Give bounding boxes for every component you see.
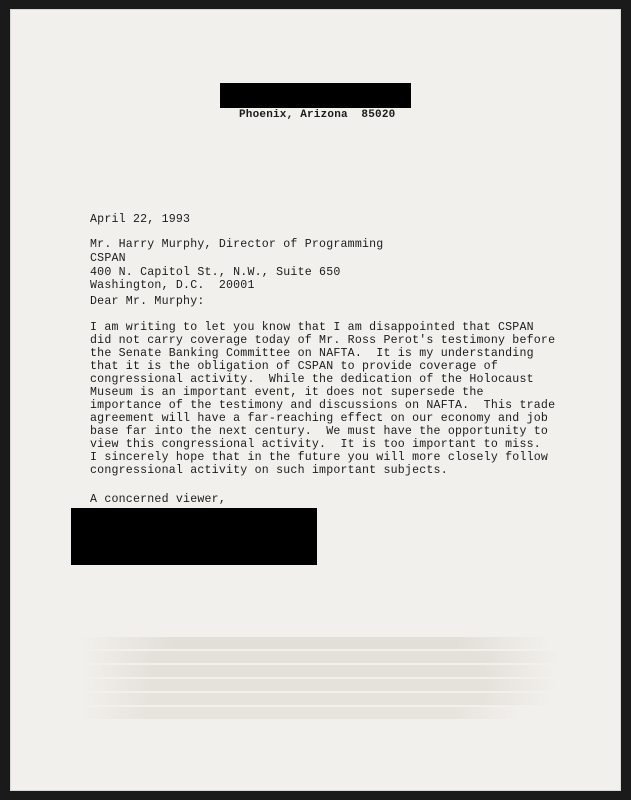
letterhead-city: Phoenix, Arizona 85020	[239, 109, 396, 121]
body-line: congressional activity on such important subjects.	[90, 464, 448, 477]
body-line: importance of the testimony and discussions on NAFTA. This trade	[90, 399, 556, 412]
body-line: did not carry coverage today of Mr. Ross Perot's testimony before	[90, 334, 556, 347]
body-line: base far into the next century. We must have the opportunity to	[90, 425, 549, 438]
recipient-line: 400 N. Capitol St., N.W., Suite 650	[90, 266, 341, 279]
bleed-line	[80, 637, 550, 649]
bleed-line	[80, 693, 552, 705]
bleed-line	[80, 651, 560, 663]
bleed-line	[80, 679, 558, 691]
body-line: view this congressional activity. It is too important to miss.	[90, 438, 541, 451]
redacted-name-block	[220, 83, 411, 108]
body-line: I am writing to let you know that I am disappointed that CSPAN	[90, 321, 534, 334]
recipient-line: CSPAN	[90, 252, 126, 265]
closing: A concerned viewer,	[90, 493, 226, 506]
body-line: Museum is an important event, it does not supersede the	[90, 386, 484, 399]
body-line: congressional activity. While the dedication of the Holocaust	[90, 373, 534, 386]
body-line: agreement will have a far-reaching effect on our economy and job	[90, 412, 549, 425]
body-line: that it is the obligation of CSPAN to provide coverage of	[90, 360, 498, 373]
letter-page	[10, 9, 621, 791]
body-line: the Senate Banking Committee on NAFTA. It is my understanding	[90, 347, 534, 360]
redacted-signature-block	[71, 508, 317, 565]
bleed-line	[80, 707, 520, 719]
letter-date: April 22, 1993	[90, 213, 191, 226]
recipient-line: Mr. Harry Murphy, Director of Programming	[90, 238, 384, 251]
bleed-line	[80, 665, 555, 677]
body-line: I sincerely hope that in the future you will more closely follow	[90, 451, 549, 464]
salutation: Dear Mr. Murphy:	[90, 295, 205, 308]
recipient-line: Washington, D.C. 20001	[90, 279, 255, 292]
